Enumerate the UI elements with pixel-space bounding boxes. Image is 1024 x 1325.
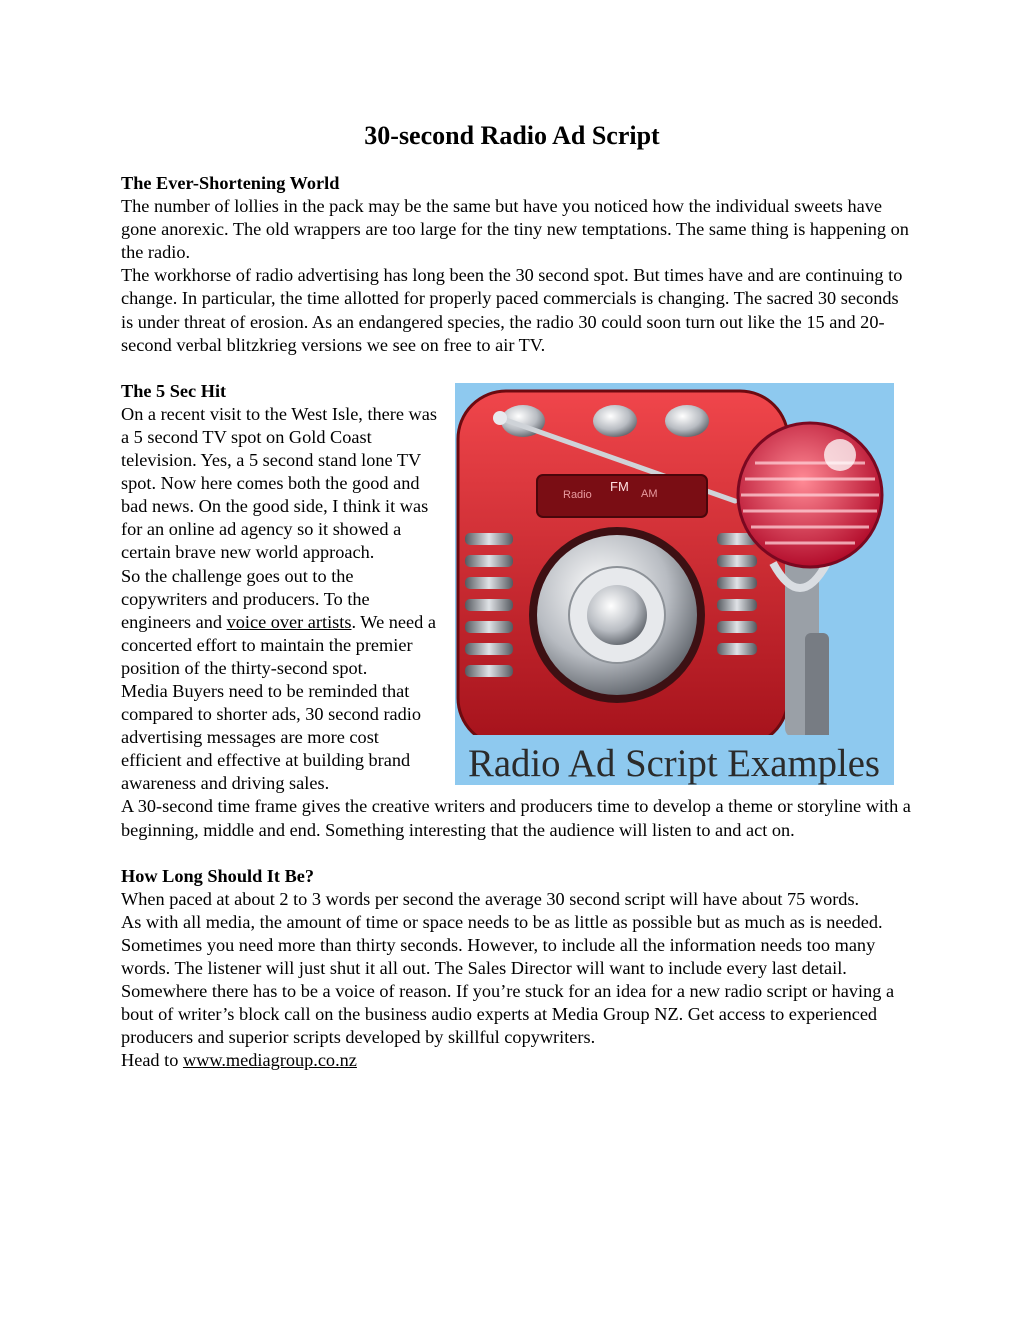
radio-ad-image xyxy=(455,383,894,785)
section-heading-ever-shortening: The Ever-Shortening World xyxy=(121,173,340,193)
section-heading-5-sec-hit: The 5 Sec Hit xyxy=(121,380,227,401)
paragraph: The workhorse of radio advertising has long been the 30 second spot. But times have and are continuing to change. In particular, the time allotted for properly paced commercials is changing. The sacred 30 seconds is under threat of erosion. As an endangered species, the radio 30 could soon turn out like the 15 and 20-second verbal blitzkrieg versions we see on free to air TV. xyxy=(121,265,903,355)
dial-fm-label: FM xyxy=(610,478,629,494)
mediagroup-website-link[interactable]: www.mediagroup.co.nz xyxy=(182,1050,357,1071)
section-heading-how-long: How Long Should It Be? xyxy=(121,865,315,886)
voice-over-artists-link[interactable]: voice over artists xyxy=(226,611,352,632)
paragraph-text: So the challenge goes out to the copywriters and producers. To the engineers and xyxy=(121,565,370,632)
paragraph: Sometimes you need more than thirty seconds. However, to include all the information needs too many words. The listener will just shut it all out. The Sales Director will want to include every last detail. Somewhere there has to be a voice of reason. If you’re stuck for an idea for a new radio script or having a bout of writer’s block call on the business audio experts at Media Group NZ. Get access to experienced producers and superior scripts developed by skillful copywriters. xyxy=(121,934,895,1048)
page-title: 30-second Radio Ad Script xyxy=(364,121,660,150)
dial-am-label: AM xyxy=(641,487,658,500)
image-caption: Radio Ad Script Examples xyxy=(468,741,880,785)
paragraph: The number of lollies in the pack may be the same but have you noticed how the individual sweets have gone anorexic. The old wrappers are too large for the tiny new temptations. The same thing is happening on the radio. xyxy=(121,196,909,263)
paragraph-text: . We need a concerted effort to maintain the premier position of the thirty-second spot. xyxy=(121,611,436,678)
paragraph: When paced at about 2 to 3 words per second the average 30 second script will have about 75 words. xyxy=(121,888,860,909)
paragraph-text: Head to xyxy=(121,1050,183,1071)
paragraph: As with all media, the amount of time or space needs to be as little as possible but as much as is needed. xyxy=(121,911,883,932)
radio-microphone-illustration xyxy=(455,383,894,785)
paragraph: On a recent visit to the West Isle, there was a 5 second TV spot on Gold Coast television. Yes, a 5 second stand lone TV spot. Now here comes both the good and bad news. On the good side, I think it was for an online ad agency so it showed a certain brave new world approach. xyxy=(121,403,437,563)
dial-radio-label: Radio xyxy=(563,488,592,501)
paragraph xyxy=(121,1049,911,1072)
paragraph: Media Buyers need to be reminded that compared to shorter ads, 30 second radio advertising messages are more cost efficient and effective at building brand awareness and driving sales. xyxy=(121,680,422,794)
paragraph: A 30-second time frame gives the creative writers and producers time to develop a theme or storyline with a beginning, middle and end. Something interesting that the audience will listen to and act on. xyxy=(121,796,911,840)
document-body xyxy=(121,172,911,1072)
